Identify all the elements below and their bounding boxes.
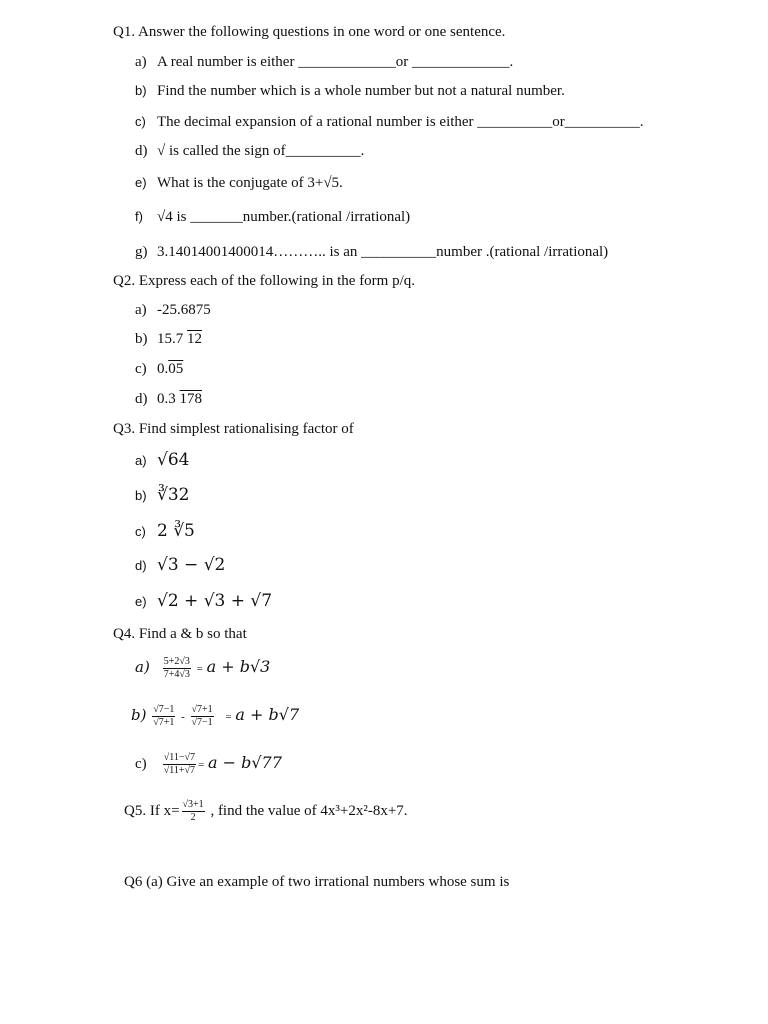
q5 — [124, 799, 408, 824]
q1-f-label: f) — [135, 209, 143, 224]
q2-c-base: 0. — [157, 361, 169, 377]
q1-e-label: e) — [135, 175, 147, 190]
q5-prefix: Q5. If x= — [124, 802, 180, 819]
q4-b-fraction-2 — [191, 704, 214, 729]
q2-a-text: -25.6875 — [157, 302, 211, 318]
q4-a-equals: = — [196, 662, 203, 675]
q1-e-text: What is the conjugate of 3+√5. — [157, 175, 343, 191]
q4-a — [135, 656, 270, 681]
q1-f-text: √4 is _______number.(rational /irrational) — [157, 209, 411, 225]
q2-c-label: c) — [135, 361, 147, 377]
q3-a-label: a) — [135, 453, 147, 468]
q1-g-label: g) — [135, 244, 148, 260]
q3-e — [135, 591, 272, 612]
q1-g-text: 3.14014001400014……….. is an __________number .(rational /irrational) — [157, 244, 609, 260]
q2-d — [135, 389, 202, 409]
q3-d — [135, 555, 225, 576]
q4-a-fraction — [163, 656, 191, 681]
q4-b-rhs: a + b√7 — [235, 704, 300, 724]
q4-c — [135, 752, 282, 777]
q4-b-denominator-1: √7+1 — [153, 717, 175, 728]
q1-a — [135, 52, 513, 72]
q2-d-repeating: 178 — [179, 391, 202, 407]
q4-c-label: c) — [135, 755, 147, 772]
q5-numerator: √3+1 — [182, 799, 204, 810]
q4-b-numerator-2: √7+1 — [191, 704, 213, 715]
q1-b-text: Find the number which is a whole number but not a natural number. — [157, 83, 565, 99]
q4-b-fraction-1 — [152, 704, 175, 729]
q4-a-label: a) — [135, 657, 150, 676]
q3-a — [135, 450, 189, 471]
q4-b-label: b) — [131, 705, 147, 724]
q3-heading: Q3. Find simplest rationalising factor of — [113, 421, 354, 437]
q3-d-label: d) — [135, 558, 147, 573]
q3-b-text: ∛32 — [157, 485, 190, 505]
q2-d-label: d) — [135, 391, 148, 407]
q4-c-equals: = — [198, 758, 205, 771]
q1-c-text: The decimal expansion of a rational number is either __________or__________. — [157, 114, 644, 130]
q4-heading: Q4. Find a & b so that — [113, 626, 247, 642]
q1-c-label: c) — [135, 114, 146, 129]
q1-d — [135, 141, 364, 161]
q2-c-repeating: 05 — [168, 361, 184, 377]
q2-c — [135, 359, 183, 379]
q2-a — [135, 300, 211, 320]
q2-b-repeating: 12 — [187, 331, 202, 347]
q2-b — [135, 329, 202, 349]
q4-b-denominator-2: √7−1 — [191, 717, 213, 728]
q1-a-text: A real number is either _____________or _____________. — [157, 54, 514, 70]
q5-suffix: , find the value of 4x³+2x²-8x+7. — [210, 802, 408, 819]
q3-c-label: c) — [135, 524, 146, 539]
q1-d-label: d) — [135, 143, 148, 159]
q4-c-rhs: a − b√77 — [207, 752, 282, 772]
q1-g — [135, 242, 608, 262]
q1-b-label: b) — [135, 83, 147, 98]
q1-a-label: a) — [135, 54, 147, 70]
q3-e-label: e) — [135, 594, 147, 609]
q4-c-fraction — [163, 752, 196, 777]
q5-denominator: 2 — [190, 812, 196, 823]
q1-e — [135, 173, 343, 193]
q5-fraction — [182, 799, 205, 824]
q2-b-base: 15.7 — [157, 331, 184, 347]
q4-b-equals: = — [225, 710, 232, 723]
q2-d-base: 0.3 — [157, 391, 176, 407]
q4-b — [131, 704, 299, 729]
q2-b-label: b) — [135, 331, 148, 347]
q4-c-numerator: √11−√7 — [163, 752, 195, 763]
q3-a-text: √64 — [157, 450, 190, 470]
q3-c-text: 2 ∛5 — [157, 521, 195, 541]
q1-b — [135, 81, 565, 101]
q2-heading: Q2. Express each of the following in the form p/q. — [113, 273, 416, 289]
q3-c — [135, 521, 195, 542]
q1-c — [135, 112, 644, 132]
q3-d-text: √3 − √2 — [157, 555, 226, 575]
q4-b-operator: - — [181, 710, 185, 723]
q6-text: Q6 (a) Give an example of two irrational numbers whose sum is — [124, 874, 510, 890]
q3-e-text: √2 + √3 + √7 — [157, 591, 273, 611]
q1-heading: Q1. Answer the following questions in one word or one sentence. — [113, 24, 506, 40]
q1-d-text: √ is called the sign of__________. — [157, 143, 365, 159]
q4-c-denominator: √11+√7 — [163, 765, 195, 776]
q2-a-label: a) — [135, 302, 147, 318]
q3-b-label: b) — [135, 488, 147, 503]
q3-b — [135, 485, 189, 506]
q4-b-numerator-1: √7−1 — [153, 704, 175, 715]
q4-a-denominator: 7+4√3 — [163, 669, 190, 680]
q4-a-rhs: a + b√3 — [206, 656, 271, 676]
q1-f — [135, 207, 410, 227]
q4-a-numerator: 5+2√3 — [163, 656, 190, 667]
